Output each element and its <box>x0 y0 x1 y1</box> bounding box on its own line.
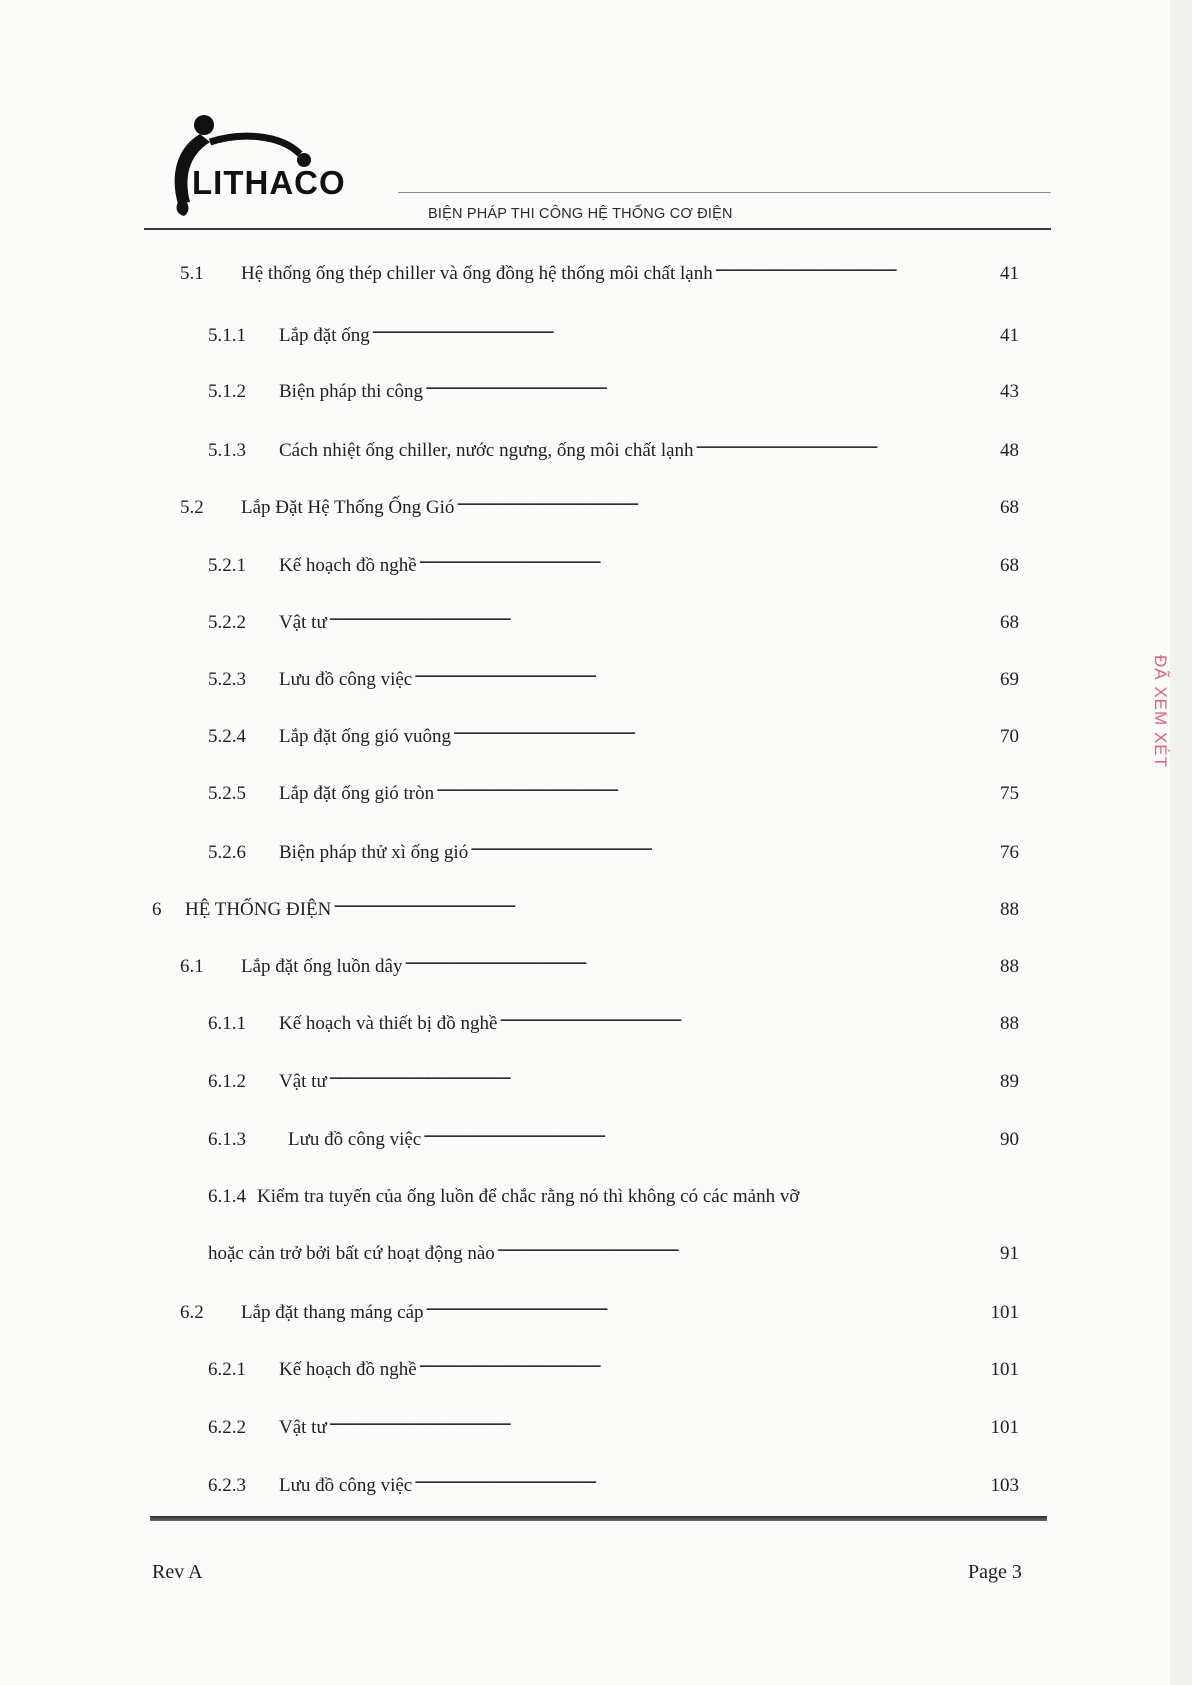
footer-rule <box>150 1516 1047 1521</box>
toc-title: Vật tư <box>279 1417 327 1438</box>
toc-entry[interactable] <box>208 1070 1019 1094</box>
toc-title: Kế hoạch đồ nghề <box>279 1359 417 1380</box>
toc-page: 91 <box>1000 1243 1019 1264</box>
toc-number: 5.2 <box>180 497 204 518</box>
toc-entry[interactable] <box>208 782 1019 806</box>
toc-entry[interactable] <box>208 1358 1019 1382</box>
toc-page: 90 <box>1000 1129 1019 1150</box>
toc-entry[interactable] <box>208 1128 1019 1152</box>
toc-entry[interactable] <box>208 554 1019 578</box>
toc-leader <box>329 612 998 628</box>
toc-page: 69 <box>1000 669 1019 690</box>
toc-page: 68 <box>1000 555 1019 576</box>
review-stamp: ĐÃ XEM XÉT <box>1151 655 1170 768</box>
toc-entry[interactable] <box>180 1301 1019 1325</box>
toc-number: 5.2.3 <box>208 669 246 690</box>
toc-entry[interactable] <box>208 725 1019 749</box>
toc-leader <box>419 1359 989 1375</box>
toc-title: Biện pháp thử xì ống gió <box>279 842 469 863</box>
toc-title: HỆ THỐNG ĐIỆN <box>185 899 332 920</box>
toc-number: 5.2.4 <box>208 726 246 747</box>
toc-leader <box>453 726 998 742</box>
page-number: Page 3 <box>968 1561 1022 1583</box>
toc-leader <box>499 1013 998 1029</box>
toc-entry[interactable] <box>208 1012 1019 1036</box>
toc-title: Kế hoạch đồ nghề <box>279 555 417 576</box>
toc-entry[interactable] <box>208 1416 1019 1440</box>
toc-number: 6.1.1 <box>208 1013 246 1034</box>
toc-number: 6 <box>152 899 162 920</box>
toc-entry[interactable] <box>180 262 1019 286</box>
toc-page: 75 <box>1000 783 1019 804</box>
revision-label: Rev A <box>152 1561 203 1583</box>
toc-page: 101 <box>990 1302 1019 1323</box>
toc-number: 5.1 <box>180 263 204 284</box>
toc-leader <box>329 1417 989 1433</box>
toc-entry-first-line[interactable] <box>208 1185 799 1209</box>
toc-page: 43 <box>1000 381 1019 402</box>
toc-leader <box>329 1071 998 1087</box>
toc-entry[interactable] <box>180 955 1019 979</box>
toc-title-continuation: hoặc cản trở bởi bất cứ hoạt động nào <box>208 1243 495 1264</box>
toc-leader <box>715 263 998 279</box>
toc-number: 6.1.4 <box>208 1186 246 1207</box>
toc-title: Lắp đặt thang máng cáp <box>241 1302 424 1323</box>
toc-number: 5.1.1 <box>208 325 246 346</box>
toc-title: Lắp đặt ống <box>279 325 370 346</box>
toc-page: 88 <box>1000 1013 1019 1034</box>
toc-leader <box>497 1243 998 1259</box>
toc-page: 68 <box>1000 612 1019 633</box>
toc-title: Kiểm tra tuyến của ống luồn để chắc rằng nó thì không có các mảnh vỡ <box>257 1186 800 1207</box>
toc-number: 5.1.3 <box>208 440 246 461</box>
toc-entry[interactable] <box>208 668 1019 692</box>
toc-leader <box>696 440 998 456</box>
toc-page: 68 <box>1000 497 1019 518</box>
toc-entry[interactable] <box>208 380 1019 404</box>
toc-title: Hệ thống ống thép chiller và ống đồng hệ thống môi chất lạnh <box>241 263 713 284</box>
toc-number: 5.2.2 <box>208 612 246 633</box>
toc-leader <box>456 497 998 513</box>
toc-leader <box>333 899 998 915</box>
toc-title: Vật tư <box>279 612 327 633</box>
toc-entry[interactable] <box>180 496 1019 520</box>
toc-number: 6.2.1 <box>208 1359 246 1380</box>
toc-number: 6.2.2 <box>208 1417 246 1438</box>
toc-title: Lắp đặt ống luồn dây <box>241 956 403 977</box>
svg-text:LITHACO: LITHACO <box>192 164 346 201</box>
toc-leader <box>419 555 998 571</box>
toc-title: Cách nhiệt ống chiller, nước ngưng, ống môi chất lạnh <box>279 440 694 461</box>
toc-leader <box>425 381 998 397</box>
toc-page: 48 <box>1000 440 1019 461</box>
toc-leader <box>372 325 998 341</box>
toc-leader <box>404 956 998 972</box>
toc-leader <box>470 842 998 858</box>
toc-entry[interactable] <box>152 898 1019 922</box>
toc-page: 70 <box>1000 726 1019 747</box>
toc-title: Lưu đồ công việc <box>279 669 413 690</box>
toc-title: Lưu đồ công việc <box>288 1129 422 1150</box>
toc-leader <box>414 1475 988 1491</box>
toc-leader <box>423 1129 998 1145</box>
toc-entry[interactable] <box>208 611 1019 635</box>
document-title: BIỆN PHÁP THI CÔNG HỆ THỐNG CƠ ĐIỆN <box>428 206 733 222</box>
toc-leader <box>436 783 998 799</box>
toc-number: 6.1 <box>180 956 204 977</box>
toc-leader <box>414 669 998 685</box>
toc-title: Biện pháp thi công <box>279 381 424 402</box>
toc-title: Kế hoạch và thiết bị đồ nghề <box>279 1013 498 1034</box>
toc-entry[interactable] <box>208 324 1019 348</box>
toc-page: 103 <box>990 1475 1019 1496</box>
toc-title: Lưu đồ công việc <box>279 1475 413 1496</box>
toc-number: 6.1.2 <box>208 1071 246 1092</box>
toc-number: 5.2.5 <box>208 783 246 804</box>
toc-page: 76 <box>1000 842 1019 863</box>
toc-entry[interactable] <box>208 1474 1019 1498</box>
toc-page: 101 <box>990 1417 1019 1438</box>
toc-page: 41 <box>1000 325 1019 346</box>
toc-page: 101 <box>990 1359 1019 1380</box>
page-edge <box>1170 0 1192 1685</box>
toc-title: Lắp Đặt Hệ Thống Ống Gió <box>241 497 455 518</box>
toc-page: 88 <box>1000 956 1019 977</box>
toc-page: 88 <box>1000 899 1019 920</box>
toc-number: 5.1.2 <box>208 381 246 402</box>
toc-number: 6.2.3 <box>208 1475 246 1496</box>
toc-number: 6.2 <box>180 1302 204 1323</box>
toc-page: 41 <box>1000 263 1019 284</box>
toc-entry[interactable] <box>208 1242 1019 1266</box>
toc-page: 89 <box>1000 1071 1019 1092</box>
toc-leader <box>426 1302 989 1318</box>
toc-number: 6.1.3 <box>208 1129 246 1150</box>
toc-title: Vật tư <box>279 1071 327 1092</box>
toc-entry[interactable] <box>208 841 1019 865</box>
toc-number: 5.2.6 <box>208 842 246 863</box>
toc-title: Lắp đặt ống gió vuông <box>279 726 452 747</box>
toc-title: Lắp đặt ống gió tròn <box>279 783 435 804</box>
toc-entry[interactable] <box>208 439 1019 463</box>
toc-number: 5.2.1 <box>208 555 246 576</box>
